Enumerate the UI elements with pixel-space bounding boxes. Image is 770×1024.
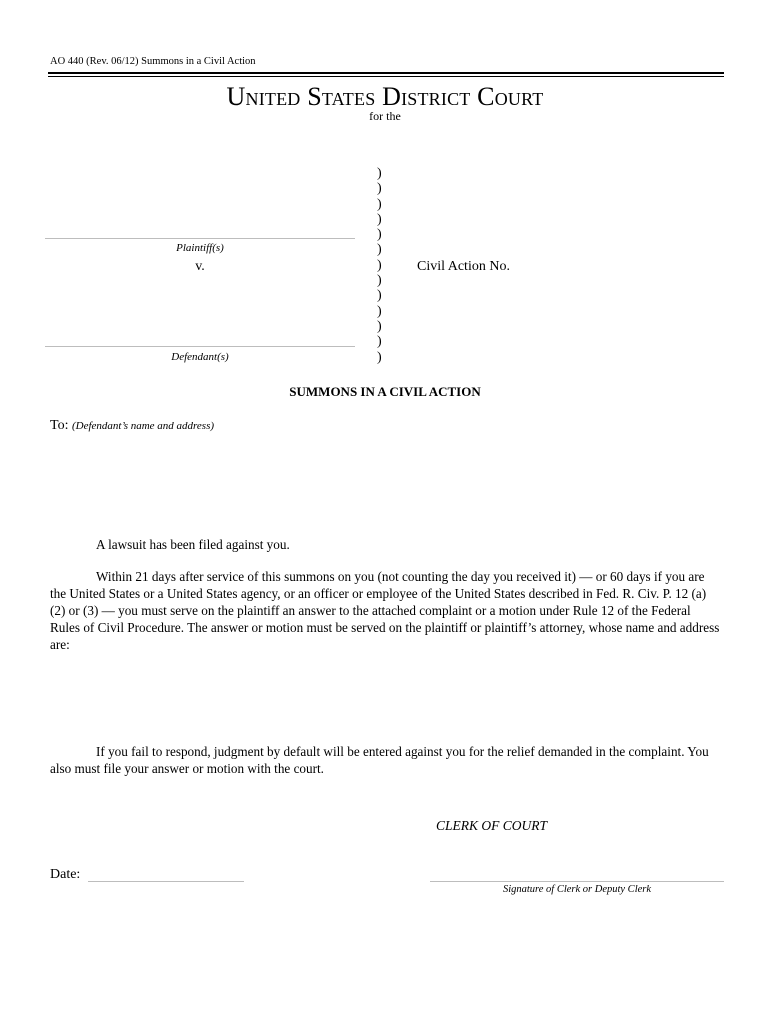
caption-paren: ) <box>377 273 382 289</box>
to-line <box>50 418 214 434</box>
date-line[interactable] <box>88 881 244 882</box>
header-rule-thick <box>48 72 724 74</box>
form-identifier: AO 440 (Rev. 06/12) Summons in a Civil Action <box>50 56 256 67</box>
caption-paren: ) <box>377 288 382 304</box>
lawsuit-filed-paragraph: A lawsuit has been filed against you. <box>96 537 290 552</box>
to-label: To: <box>50 418 69 433</box>
civil-action-number-label: Civil Action No. <box>417 259 510 274</box>
clerk-of-court-label: CLERK OF COURT <box>436 818 548 833</box>
response-deadline-paragraph: Within 21 days after service of this summons on you (not counting the day you received it) — or 60 days if you are the United States or a United States agency, or an officer or employee of the United States described in Fed. R. Civ. P. 12 (a)(2) or (3) — you must serve on the plaintiff an answer to the attached complaint or a motion under Rule 12 of the Federal Rules of Civil Procedure. The answer or motion must be served on the plaintiff or plaintiff’s attorney, whose name and address are: <box>50 569 720 652</box>
clerk-signature-line[interactable] <box>430 881 724 882</box>
caption-paren: ) <box>377 196 382 212</box>
caption-paren: ) <box>377 166 382 181</box>
default-judgment-paragraph: If you fail to respond, judgment by default will be entered against you for the relief demanded in the complaint. You also must file your answer or motion with the court. <box>50 744 709 776</box>
defendant-name-line[interactable] <box>45 346 355 347</box>
caption-paren: ) <box>377 349 382 365</box>
date-label: Date: <box>50 867 81 882</box>
caption-paren: ) <box>377 227 382 243</box>
caption-paren: ) <box>377 211 382 227</box>
caption-parentheses <box>377 166 382 365</box>
caption-paren: ) <box>377 318 382 334</box>
caption-paren: ) <box>377 242 382 258</box>
plaintiff-label: Plaintiff(s) <box>176 242 224 254</box>
caption-paren: ) <box>377 303 382 319</box>
court-title: United States District Court <box>226 82 544 111</box>
caption-paren: ) <box>377 257 382 273</box>
header-rule-thin <box>48 76 724 77</box>
caption-paren: ) <box>377 181 382 197</box>
versus-label: v. <box>195 259 205 274</box>
plaintiff-name-line[interactable] <box>45 238 355 239</box>
caption-paren: ) <box>377 334 382 350</box>
defendant-address-hint: (Defendant’s name and address) <box>71 420 215 432</box>
signature-caption: Signature of Clerk or Deputy Clerk <box>502 884 652 895</box>
summons-heading: SUMMONS IN A CIVIL ACTION <box>289 384 481 399</box>
for-the-label: for the <box>369 109 401 123</box>
defendant-label: Defendant(s) <box>171 351 229 363</box>
